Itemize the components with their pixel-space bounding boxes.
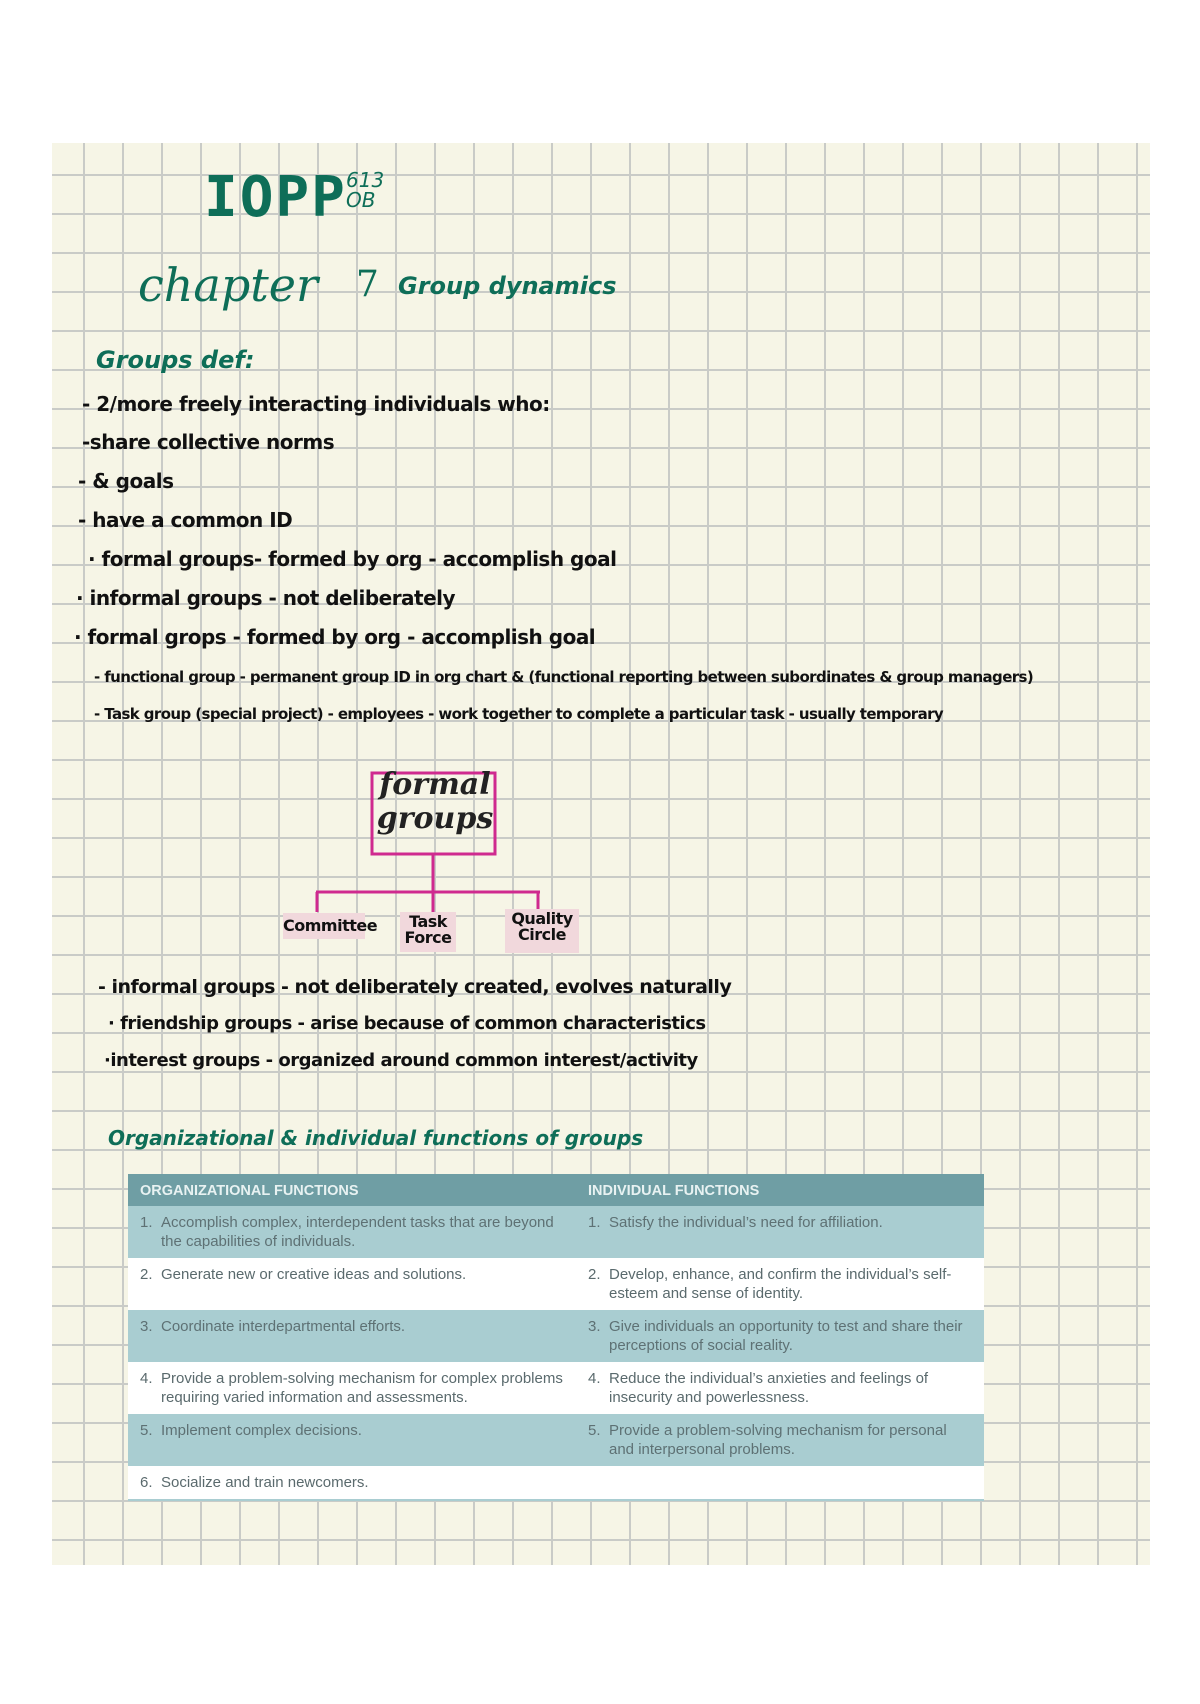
definition-line: - & goals [78, 469, 174, 493]
column-header-individual: INDIVIDUAL FUNCTIONS [576, 1174, 984, 1206]
functions-heading: Organizational & individual functions of groups [108, 1126, 644, 1150]
org-function-cell [128, 1310, 576, 1362]
ind-function-text: Satisfy the individual’s need for affiliation. [609, 1214, 883, 1231]
definition-line: · formal grops - formed by org - accomplish goal [74, 625, 596, 649]
definition-line: -share collective norms [82, 430, 335, 454]
table-header-row [128, 1174, 984, 1206]
table-row [128, 1466, 984, 1500]
ind-function-text: Reduce the individual’s anxieties and feelings of insecurity and powerlessness. [609, 1370, 929, 1406]
page-title: IOPP [204, 165, 347, 230]
org-function-cell [128, 1466, 576, 1500]
row-number: 6. [140, 1474, 153, 1491]
column-header-organizational: ORGANIZATIONAL FUNCTIONS [128, 1174, 576, 1206]
course-code-bottom: OB [346, 188, 376, 212]
row-number: 4. [588, 1370, 601, 1387]
chapter-word: chapter [138, 258, 318, 312]
org-function-cell [128, 1414, 576, 1466]
row-number: 5. [588, 1422, 601, 1439]
ind-function-cell [576, 1466, 984, 1500]
table-row [128, 1258, 984, 1310]
table-row [128, 1362, 984, 1414]
root-box-label [376, 768, 494, 836]
ind-function-cell [576, 1362, 984, 1414]
informal-line: · friendship groups - arise because of common characteristics [108, 1013, 706, 1034]
org-function-cell [128, 1258, 576, 1310]
row-number: 1. [140, 1214, 153, 1231]
org-function-text: Socialize and train newcomers. [161, 1474, 369, 1491]
table-row [128, 1206, 984, 1258]
definition-line: - functional group - permanent group ID in org chart & (functional reporting between subordinates & group managers) [94, 668, 1034, 686]
informal-line: ·interest groups - organized around common interest/activity [104, 1050, 698, 1071]
row-number: 2. [140, 1266, 153, 1283]
chapter-name: Group dynamics [398, 272, 617, 300]
root-label-line: formal [379, 767, 491, 802]
definition-heading: Groups def: [96, 346, 255, 374]
ind-function-text: Develop, enhance, and confirm the individual’s self-esteem and sense of identity. [609, 1266, 952, 1302]
org-function-cell [128, 1206, 576, 1258]
root-label-line: groups [376, 801, 494, 836]
org-function-cell [128, 1362, 576, 1414]
row-number: 1. [588, 1214, 601, 1231]
functions-table [128, 1174, 984, 1501]
definition-line: · formal groups- formed by org - accomplish goal [88, 547, 617, 571]
row-number: 2. [588, 1266, 601, 1283]
ind-function-cell [576, 1206, 984, 1258]
diagram-chip-task-force: Task Force [400, 912, 456, 952]
diagram-chip-quality-circle: Quality Circle [505, 909, 579, 953]
org-function-text: Accomplish complex, interdependent tasks that are beyond the capabilities of individuals. [161, 1214, 554, 1250]
table-row [128, 1310, 984, 1362]
ind-function-cell [576, 1414, 984, 1466]
ind-function-text: Provide a problem-solving mechanism for personal and interpersonal problems. [609, 1422, 947, 1458]
ind-function-cell [576, 1310, 984, 1362]
course-code-top: 613 [346, 168, 385, 192]
row-number: 5. [140, 1422, 153, 1439]
org-function-text: Provide a problem-solving mechanism for complex problems requiring varied information and assessments. [161, 1370, 563, 1406]
row-number: 4. [140, 1370, 153, 1387]
ind-function-cell [576, 1258, 984, 1310]
org-function-text: Implement complex decisions. [161, 1422, 362, 1439]
definition-line: - 2/more freely interacting individuals who: [82, 392, 550, 416]
org-function-text: Coordinate interdepartmental efforts. [161, 1318, 406, 1335]
table-row [128, 1414, 984, 1466]
definition-line: - have a common ID [78, 508, 293, 532]
informal-line: - informal groups - not deliberately created, evolves naturally [98, 976, 732, 998]
chapter-number: 7 [356, 264, 379, 305]
ind-function-text: Give individuals an opportunity to test and share their perceptions of social reality. [609, 1318, 963, 1354]
definition-line: - Task group (special project) - employees - work together to complete a particular task - usually temporary [94, 705, 944, 723]
row-number: 3. [588, 1318, 601, 1335]
diagram-chip-committee: Committee [283, 913, 365, 939]
org-function-text: Generate new or creative ideas and solutions. [161, 1266, 467, 1283]
definition-line: · informal groups - not deliberately [76, 586, 456, 610]
row-number: 3. [140, 1318, 153, 1335]
